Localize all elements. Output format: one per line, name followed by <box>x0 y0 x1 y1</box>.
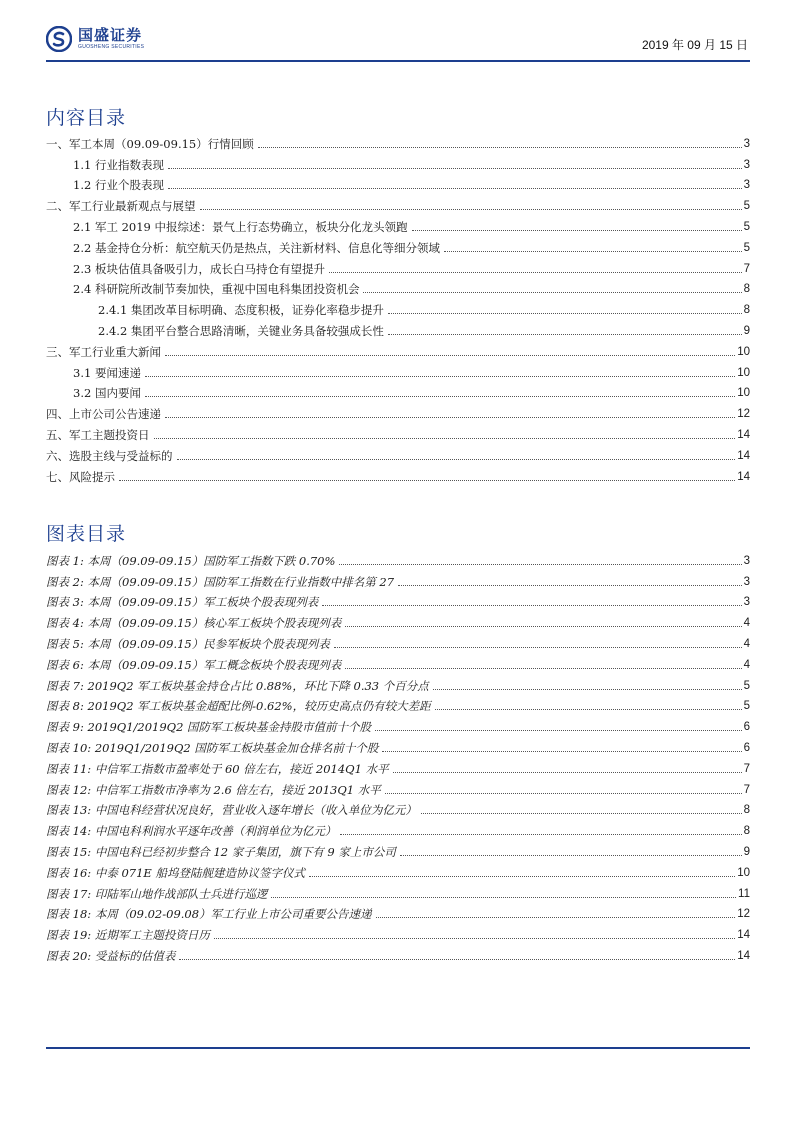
dot-leader <box>271 897 736 898</box>
dot-leader <box>385 793 742 794</box>
dot-leader <box>398 585 742 586</box>
entry-title: 2.4 科研院所改制节奏加快，重视中国电科集团投资机会 <box>73 282 360 297</box>
page-number: 14 <box>737 929 750 942</box>
figure-entry[interactable] <box>46 921 750 942</box>
dot-leader <box>177 459 736 460</box>
page-number: 6 <box>743 741 750 754</box>
toc-entry[interactable] <box>46 276 750 297</box>
page-number: 10 <box>737 866 750 879</box>
dot-leader <box>179 959 735 960</box>
dot-leader <box>258 147 742 148</box>
page-header <box>46 22 750 60</box>
figure-entry[interactable] <box>46 589 750 610</box>
figure-entry[interactable] <box>46 817 750 838</box>
toc-entry[interactable] <box>46 151 750 172</box>
page-number: 5 <box>743 241 750 254</box>
dot-leader <box>154 438 736 439</box>
entry-title: 六、选股主线与受益标的 <box>46 448 173 463</box>
page-number: 3 <box>743 554 750 567</box>
toc-entry[interactable] <box>46 421 750 442</box>
entry-title: 图表 17: 印陆军山地作战部队士兵进行巡逻 <box>46 886 268 901</box>
entry-title: 图表 2: 本周（09.09-09.15）国防军工指数在行业指数中排名第 27 <box>46 574 395 589</box>
entry-title: 图表 5: 本周（09.09-09.15）民参军板块个股表现列表 <box>46 636 330 651</box>
page-number: 3 <box>743 575 750 588</box>
dot-leader <box>334 647 742 648</box>
toc-entry[interactable] <box>46 442 750 463</box>
figure-entry[interactable] <box>46 859 750 880</box>
entry-title: 1.2 行业个股表现 <box>73 178 164 193</box>
dot-leader <box>444 251 742 252</box>
footer-divider <box>46 1047 750 1049</box>
dot-leader <box>388 334 742 335</box>
toc-entry[interactable] <box>46 130 750 151</box>
figure-entry[interactable] <box>46 693 750 714</box>
page-number: 5 <box>743 200 750 213</box>
entry-title: 图表 18: 本周（09.02-09.08）军工行业上市公司重要公告速递 <box>46 907 372 922</box>
entry-title: 图表 9: 2019Q1/2019Q2 国防军工板块基金持股市值前十个股 <box>46 720 372 735</box>
page-number: 10 <box>737 366 750 379</box>
page-number: 4 <box>743 658 750 671</box>
dot-leader <box>412 230 742 231</box>
page-number: 6 <box>743 721 750 734</box>
toc-entry[interactable] <box>46 380 750 401</box>
page-number: 7 <box>743 783 750 796</box>
dot-leader <box>168 168 742 169</box>
guosheng-logo-icon <box>46 26 72 52</box>
figure-entry[interactable] <box>46 713 750 734</box>
figure-entry[interactable] <box>46 838 750 859</box>
page-number: 12 <box>737 908 750 921</box>
toc-entry[interactable] <box>46 317 750 338</box>
contents-list <box>46 130 750 484</box>
dot-leader <box>200 209 742 210</box>
figures-title: 图表目录 <box>46 523 127 545</box>
dot-leader <box>382 751 741 752</box>
dot-leader <box>376 917 736 918</box>
toc-entry[interactable] <box>46 234 750 255</box>
dot-leader <box>393 772 742 773</box>
entry-title: 2.3 板块估值具备吸引力，成长白马持仓有望提升 <box>73 261 325 276</box>
page-number: 14 <box>737 428 750 441</box>
dot-leader <box>309 876 735 877</box>
entry-title: 图表 14: 中国电科利润水平逐年改善（利润单位为亿元） <box>46 824 337 839</box>
toc-entry[interactable] <box>46 296 750 317</box>
page-number: 5 <box>743 700 750 713</box>
page-number: 4 <box>743 637 750 650</box>
entry-title: 图表 3: 本周（09.09-09.15）军工板块个股表现列表 <box>46 595 319 610</box>
entry-title: 图表 13: 中国电科经营状况良好，营业收入逐年增长（收入单位为亿元） <box>46 803 417 818</box>
dot-leader <box>165 355 735 356</box>
figure-entry[interactable] <box>46 568 750 589</box>
toc-entry[interactable] <box>46 359 750 380</box>
dot-leader <box>119 480 735 481</box>
dot-leader <box>145 396 735 397</box>
entry-title: 2.4.1 集团改革目标明确、态度积极，证券化率稳步提升 <box>98 303 384 318</box>
entry-title: 图表 7: 2019Q2 军工板块基金持仓占比 0.88%，环比下降 0.33 个百分点 <box>46 678 429 693</box>
figure-entry[interactable] <box>46 630 750 651</box>
figure-entry[interactable] <box>46 672 750 693</box>
dot-leader <box>339 564 741 565</box>
entry-title: 五、军工主题投资日 <box>46 427 150 442</box>
dot-leader <box>400 855 742 856</box>
figure-entry[interactable] <box>46 942 750 963</box>
page-number: 14 <box>737 949 750 962</box>
dot-leader <box>435 709 742 710</box>
dot-leader <box>345 626 741 627</box>
report-date: 2019 年 09 月 15 日 <box>641 38 748 52</box>
entry-title: 四、上市公司公告速递 <box>46 407 161 422</box>
page-number: 5 <box>743 679 750 692</box>
figure-entry[interactable] <box>46 651 750 672</box>
page-number: 11 <box>738 887 750 900</box>
dot-leader <box>375 730 742 731</box>
entry-title: 图表 8: 2019Q2 军工板块基金超配比例-0.62%，较历史高点仍有较大差距 <box>46 699 431 714</box>
entry-title: 图表 20: 受益标的估值表 <box>46 948 176 963</box>
page-number: 14 <box>737 470 750 483</box>
dot-leader <box>363 292 741 293</box>
entry-title: 图表 16: 中泰 071E 船坞登陆舰建造协议签字仪式 <box>46 865 305 880</box>
dot-leader <box>433 689 742 690</box>
figure-entry[interactable] <box>46 880 750 901</box>
contents-title: 内容目录 <box>46 107 127 129</box>
toc-entry[interactable] <box>46 255 750 276</box>
page-number: 8 <box>743 804 750 817</box>
entry-title: 图表 4: 本周（09.09-09.15）核心军工板块个股表现列表 <box>46 616 342 631</box>
figure-entry[interactable] <box>46 547 750 568</box>
toc-entry[interactable] <box>46 338 750 359</box>
figure-entry[interactable] <box>46 734 750 755</box>
page-number: 3 <box>743 596 750 609</box>
toc-entry[interactable] <box>46 400 750 421</box>
entry-title: 3.2 国内要闻 <box>73 386 141 401</box>
dot-leader <box>345 668 741 669</box>
page-number: 7 <box>743 262 750 275</box>
page-number: 8 <box>743 825 750 838</box>
figure-entry[interactable] <box>46 755 750 776</box>
logo-subtext: GUOSHENG SECURITIES <box>78 44 145 50</box>
dot-leader <box>214 938 735 939</box>
figure-entry[interactable] <box>46 797 750 818</box>
entry-title: 2.4.2 集团平台整合思路清晰，关键业务具备较强成长性 <box>98 323 384 338</box>
figure-entry[interactable] <box>46 901 750 922</box>
entry-title: 图表 15: 中国电科已经初步整合 12 家子集团，旗下有 9 家上市公司 <box>46 844 396 859</box>
toc-entry[interactable] <box>46 172 750 193</box>
dot-leader <box>145 376 735 377</box>
page-number: 4 <box>743 617 750 630</box>
entry-title: 2.2 基金持仓分析：航空航天仍是热点，关注新材料、信息化等细分领域 <box>73 240 440 255</box>
page-number: 12 <box>737 408 750 421</box>
figure-entry[interactable] <box>46 776 750 797</box>
page-number: 8 <box>743 283 750 296</box>
page-number: 3 <box>743 137 750 150</box>
figure-entry[interactable] <box>46 609 750 630</box>
page-number: 10 <box>737 345 750 358</box>
page-number: 7 <box>743 762 750 775</box>
entry-title: 图表 19: 近期军工主题投资日历 <box>46 928 210 943</box>
header-divider <box>46 60 750 62</box>
dot-leader <box>340 834 741 835</box>
dot-leader <box>388 313 742 314</box>
entry-title: 图表 11: 中信军工指数市盈率处于 60 倍左右，接近 2014Q1 水平 <box>46 761 389 776</box>
page-number: 14 <box>737 449 750 462</box>
page-number: 9 <box>743 845 750 858</box>
entry-title: 七、风险提示 <box>46 469 115 484</box>
entry-title: 2.1 军工 2019 中报综述：景气上行态势确立，板块分化龙头领跑 <box>73 219 408 234</box>
logo-text: 国盛证券 <box>78 26 143 44</box>
page-number: 10 <box>737 387 750 400</box>
entry-title: 图表 10: 2019Q1/2019Q2 国防军工板块基金加仓排名前十个股 <box>46 740 379 755</box>
toc-entry[interactable] <box>46 213 750 234</box>
dot-leader <box>168 188 742 189</box>
entry-title: 图表 12: 中信军工指数市净率为 2.6 倍左右，接近 2013Q1 水平 <box>46 782 381 797</box>
dot-leader <box>322 605 741 606</box>
dot-leader <box>329 272 742 273</box>
company-logo <box>46 22 144 56</box>
entry-title: 1.1 行业指数表现 <box>73 157 164 172</box>
page-number: 3 <box>743 158 750 171</box>
page-number: 3 <box>743 179 750 192</box>
entry-title: 三、军工行业重大新闻 <box>46 344 161 359</box>
dot-leader <box>165 417 735 418</box>
entry-title: 一、军工本周（09.09-09.15）行情回顾 <box>46 136 254 151</box>
toc-entry[interactable] <box>46 463 750 484</box>
entry-title: 二、军工行业最新观点与展望 <box>46 199 196 214</box>
page-number: 9 <box>743 324 750 337</box>
entry-title: 图表 1: 本周（09.09-09.15）国防军工指数下跌 0.70% <box>46 553 336 568</box>
toc-entry[interactable] <box>46 192 750 213</box>
figures-list <box>46 547 750 963</box>
entry-title: 图表 6: 本周（09.09-09.15）军工概念板块个股表现列表 <box>46 657 342 672</box>
page-number: 5 <box>743 220 750 233</box>
dot-leader <box>421 813 742 814</box>
entry-title: 3.1 要闻速递 <box>73 365 141 380</box>
page-number: 8 <box>743 304 750 317</box>
